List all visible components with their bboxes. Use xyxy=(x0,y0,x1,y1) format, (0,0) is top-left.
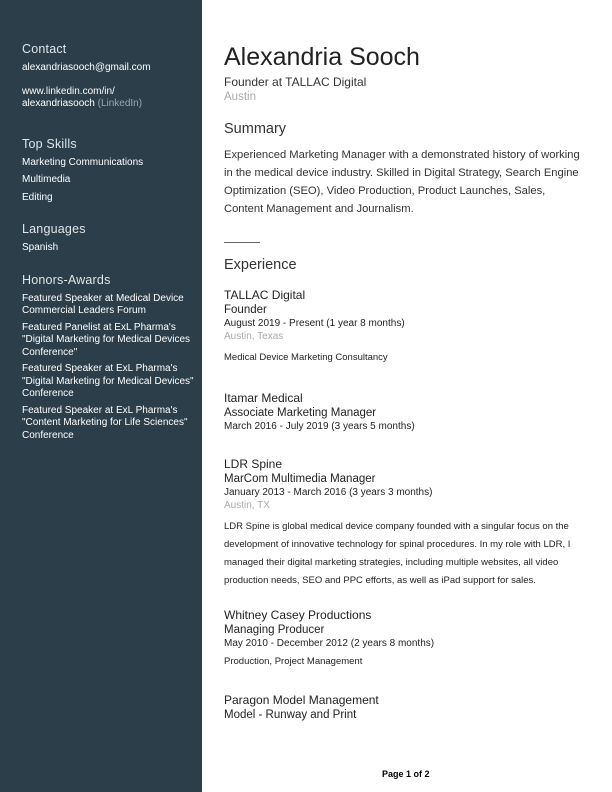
skill-item: Multimedia xyxy=(22,174,71,185)
honor-item: Featured Speaker at ExL Pharma's "Digital Marketing for Medical Devices" Conference xyxy=(22,363,194,399)
job-entry xyxy=(224,391,584,432)
job-description: Production, Project Management xyxy=(224,656,363,667)
job-company: LDR Spine xyxy=(224,457,283,471)
contact-section xyxy=(22,42,194,111)
job-entry xyxy=(224,288,584,367)
linkedin-line1: www.linkedin.com/in/ xyxy=(22,85,115,97)
top-skills-section xyxy=(22,137,194,205)
job-dates: March 2016 - July 2019 (3 years 5 months) xyxy=(224,421,415,432)
job-dates: August 2019 - Present (1 year 8 months) xyxy=(224,318,405,329)
main-content xyxy=(224,42,584,721)
job-dates: January 2013 - March 2016 (3 years 3 months) xyxy=(224,487,433,498)
honor-item: Featured Speaker at ExL Pharma's "Content Marketing for Life Sciences" Conference xyxy=(22,404,188,441)
job-description: Medical Device Marketing Consultancy xyxy=(224,352,388,363)
top-skills-heading: Top Skills xyxy=(22,136,77,151)
summary-heading: Summary xyxy=(224,121,287,137)
contact-heading: Contact xyxy=(22,42,67,56)
honors-heading: Honors-Awards xyxy=(22,272,111,287)
section-divider xyxy=(224,242,260,243)
job-entry xyxy=(224,608,584,671)
summary-text: Experienced Marketing Manager with a demonstrated history of working in the medical device industry. Skilled in Digital Strategy, Search Engine Optimization (SEO), Video Production, Product Launches, Sales, Content Management and Journalism. xyxy=(224,149,580,215)
job-title: Founder xyxy=(224,304,267,316)
honor-item: Featured Panelist at ExL Pharma's "Digital Marketing for Medical Devices Conference" xyxy=(22,321,191,358)
linkedin-suffix: (LinkedIn) xyxy=(97,98,143,109)
job-entry xyxy=(224,457,584,590)
page-number: Page 1 of 2 xyxy=(382,769,430,779)
honor-item: Featured Speaker at Medical Device Commercial Leaders Forum xyxy=(22,292,184,316)
profile-name: Alexandria Sooch xyxy=(224,43,420,71)
contact-linkedin[interactable] xyxy=(22,86,194,111)
job-description: LDR Spine is global medical device company founded with a singular focus on the development of innovative technology for spinal procedures. In my role with LDR, I managed their digital marketing strategies, including multiple websites, all video production needs, SEO and PPC efforts, as well as iPad support for sales. xyxy=(224,521,571,586)
job-location: Austin, Texas xyxy=(224,331,284,342)
profile-location: Austin xyxy=(224,91,256,103)
job-title: Model - Runway and Print xyxy=(224,709,357,721)
skill-item: Editing xyxy=(22,191,53,203)
job-location: Austin, TX xyxy=(224,500,270,511)
job-title: MarCom Multimedia Manager xyxy=(224,473,376,485)
contact-email[interactable]: alexandriasooch@gmail.com xyxy=(22,62,151,73)
linkedin-line2: alexandriasooch xyxy=(22,98,95,109)
skill-item: Marketing Communications xyxy=(22,156,144,168)
sidebar xyxy=(0,0,202,792)
profile-headline: Founder at TALLAC Digital xyxy=(224,75,367,89)
job-company: Itamar Medical xyxy=(224,391,303,405)
job-company: Whitney Casey Productions xyxy=(224,608,372,622)
job-title: Associate Marketing Manager xyxy=(224,407,377,419)
languages-heading: Languages xyxy=(22,222,86,236)
job-company: TALLAC Digital xyxy=(224,288,306,302)
language-item: Spanish xyxy=(22,242,59,253)
job-dates: May 2010 - December 2012 (2 years 8 months) xyxy=(224,638,435,649)
languages-section xyxy=(22,222,194,255)
experience-heading: Experience xyxy=(224,257,297,273)
job-entry xyxy=(224,693,584,721)
job-company: Paragon Model Management xyxy=(224,693,379,707)
job-title: Managing Producer xyxy=(224,624,325,636)
honors-section xyxy=(22,273,194,443)
